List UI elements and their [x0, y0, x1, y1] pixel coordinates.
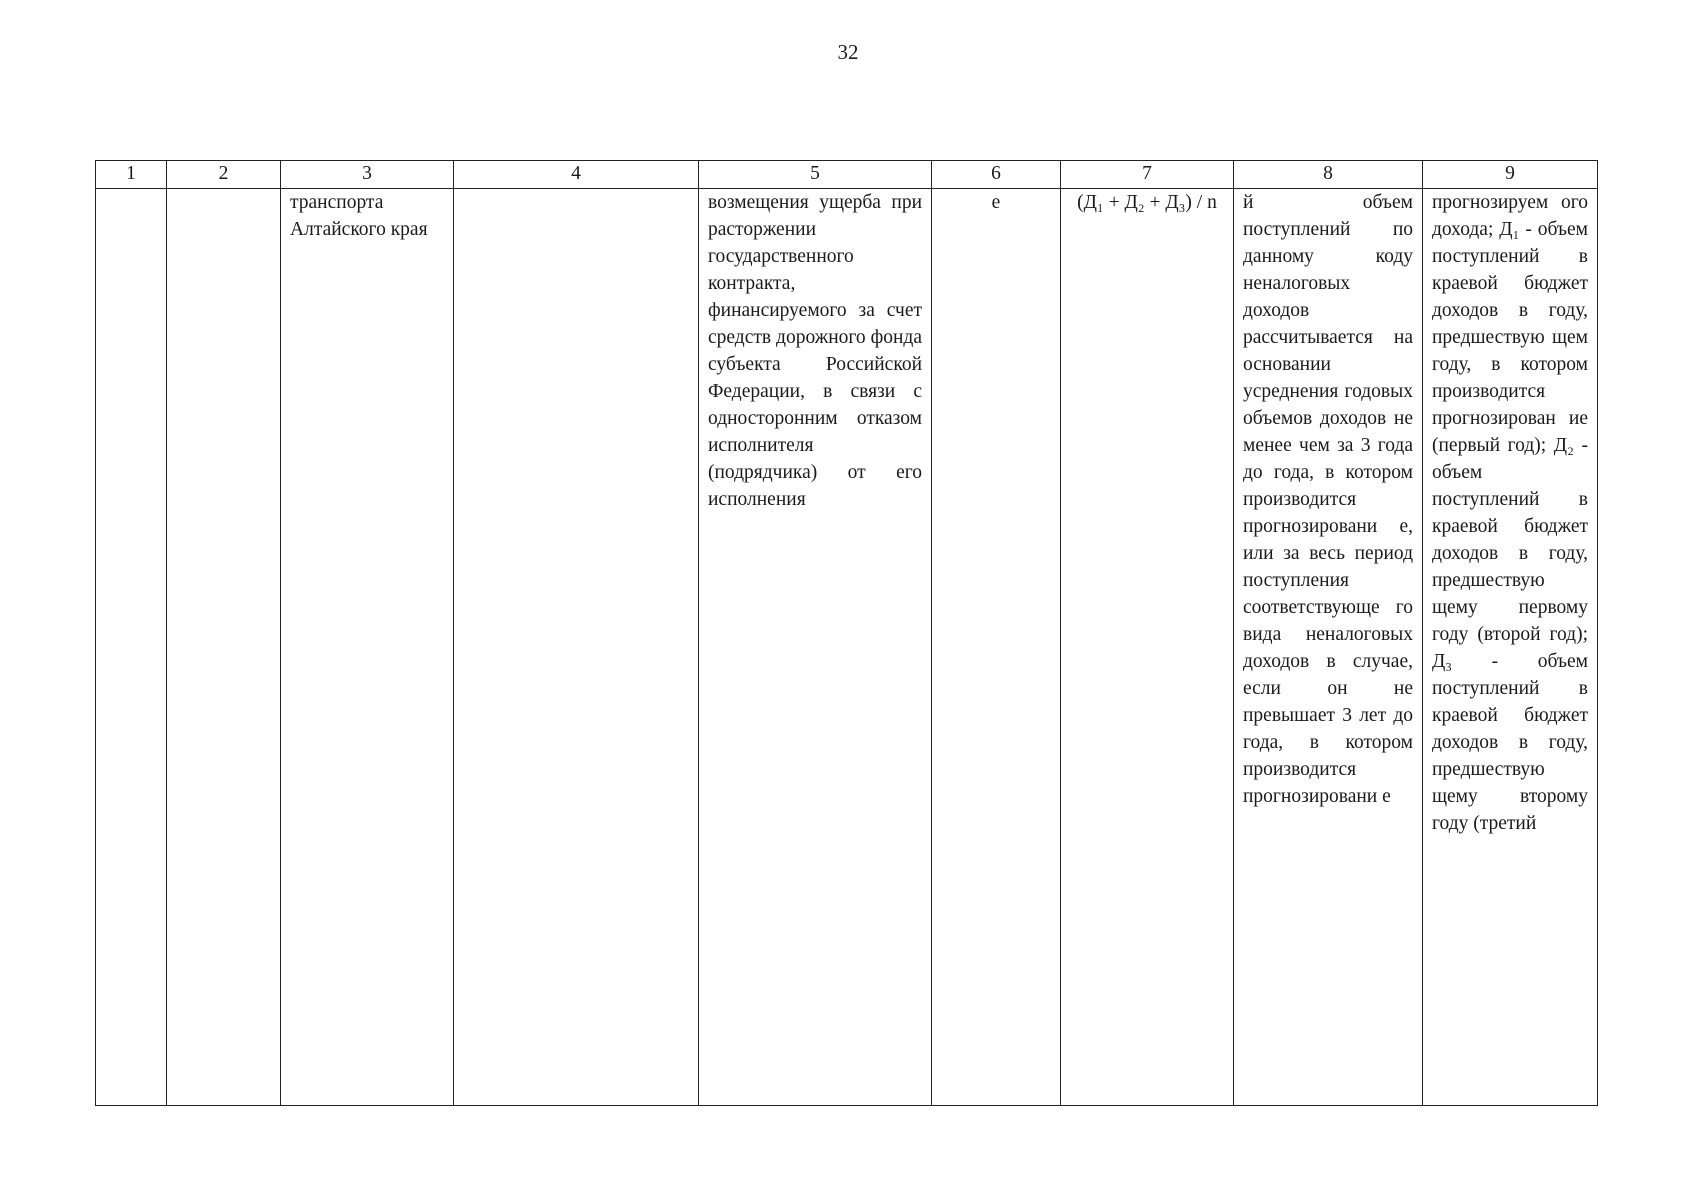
cell-col9-text: прогнозируем ого дохода; Д₁ - объем поступлений в краевой бюджет доходов в году, предшествую щем году, в котором производится прогнозирован ие (первый год); Д₂ - объем поступлений в краевой бюджет доходов в году, предшествую щему первому году (второй год); Д₃ - объем поступлений в краевой бюджет доходов в году, предшествую щему второму году (третий	[1432, 192, 1588, 834]
column-header-5: 5	[699, 161, 932, 189]
cell-col4	[454, 189, 699, 1106]
cell-col2	[167, 189, 281, 1106]
data-table	[95, 160, 1598, 1106]
column-header-9: 9	[1423, 161, 1598, 189]
header-row	[96, 161, 1598, 189]
page-number: 32	[837, 40, 859, 64]
cell-col9	[1423, 189, 1598, 1106]
cell-col8-text: й объем поступлений по данному коду неналоговых доходов рассчитывается на основании усреднения годовых объемов доходов не менее чем за 3 года до года, в котором производится прогнозировани е, или за весь период поступления соответствующе го вида неналоговых доходов в случае, если он не превышает 3 лет до года, в котором производится прогнозировани е	[1243, 192, 1413, 807]
column-header-8: 8	[1234, 161, 1423, 189]
cell-col3: транспорта Алтайского края	[281, 189, 454, 1106]
column-header-6: 6	[932, 161, 1061, 189]
cell-col1	[96, 189, 167, 1106]
cell-col5: возмещения ущерба при расторжении государственного контракта, финансируемого за счет средств дорожного фонда субъекта Российской Федерации, в связи с односторонним отказом исполнителя (подрядчика) от его исполнения	[699, 189, 932, 1106]
table-row	[96, 189, 1598, 1106]
column-header-7: 7	[1061, 161, 1234, 189]
column-header-1: 1	[96, 161, 167, 189]
column-header-2: 2	[167, 161, 281, 189]
cell-col6: е	[932, 189, 1061, 1106]
column-header-3: 3	[281, 161, 454, 189]
column-header-4: 4	[454, 161, 699, 189]
cell-col8	[1234, 189, 1423, 1106]
cell-col7: (Д₁ + Д₂ + Д₃) / n	[1061, 189, 1234, 1106]
